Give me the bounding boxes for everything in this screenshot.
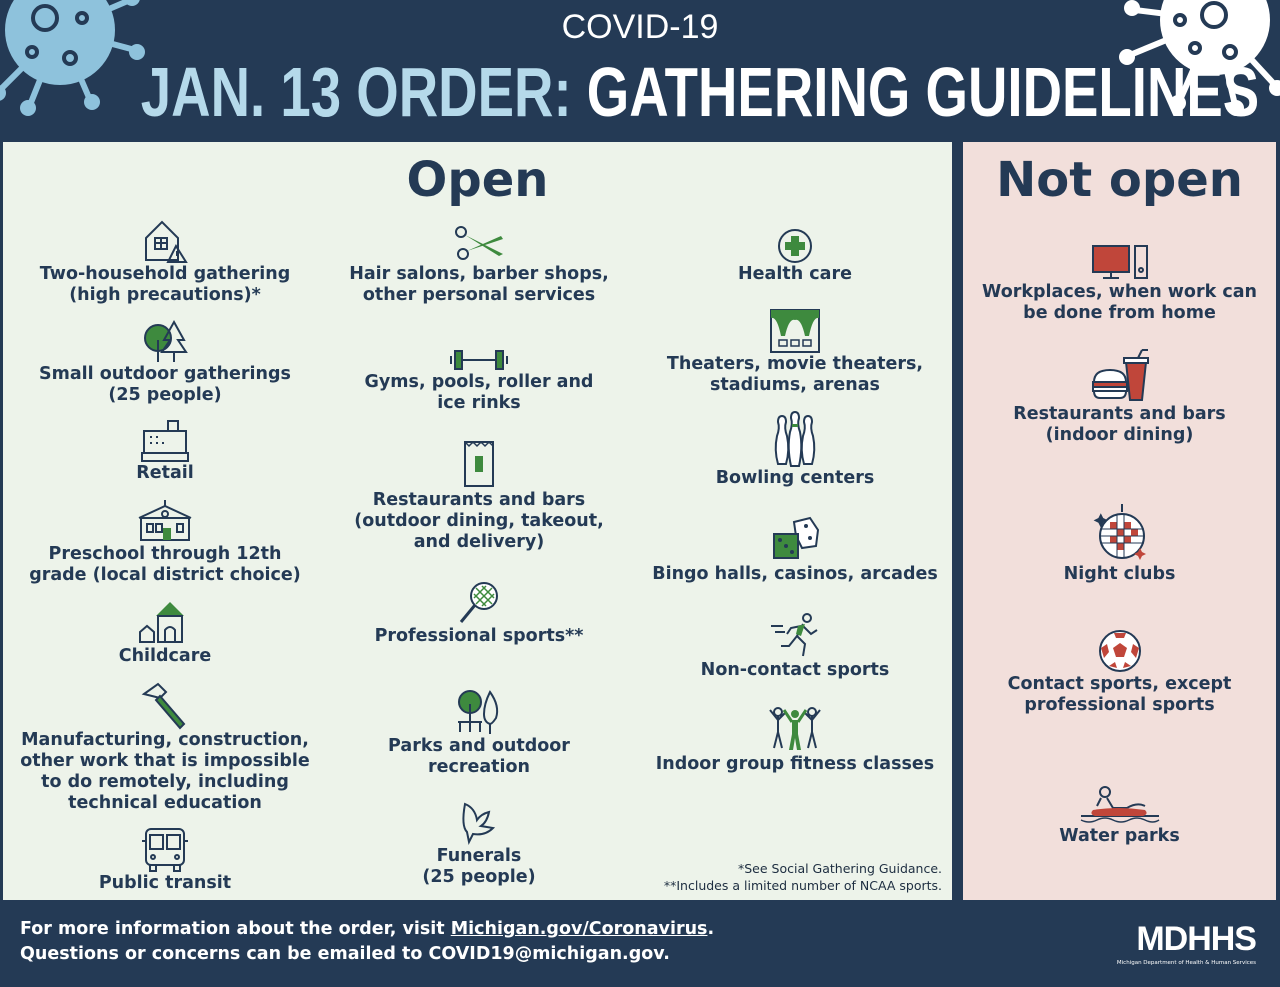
cash-register-icon xyxy=(140,417,190,463)
computer-icon xyxy=(1091,244,1149,282)
open-item-bowling xyxy=(645,410,945,489)
school-icon xyxy=(137,498,193,544)
open-item-label: Health care xyxy=(738,264,852,284)
footer xyxy=(0,900,1280,987)
dove-icon xyxy=(459,800,499,846)
open-item-label: Bingo halls, casinos, arcades xyxy=(652,564,938,584)
dumbbell-icon xyxy=(449,348,509,372)
open-item-parks xyxy=(329,688,629,778)
mdhhs-logo xyxy=(1106,920,1256,976)
open-item-theaters xyxy=(645,308,945,396)
open-item-preschool xyxy=(15,498,315,586)
not-open-item-workplaces xyxy=(963,244,1276,324)
open-item-label: Restaurants and bars (outdoor dining, takeout, and delivery) xyxy=(354,490,604,552)
takeout-bag-icon xyxy=(459,438,499,490)
footer-line-2: Questions or concerns can be emailed to COVID19@michigan.gov. xyxy=(20,944,670,964)
runner-icon xyxy=(769,612,821,660)
open-item-label: Childcare xyxy=(118,646,212,666)
coronavirus-link[interactable]: Michigan.gov/Coronavirus xyxy=(450,919,708,939)
not-open-item-label: Water parks xyxy=(1059,826,1180,846)
house-warning-icon xyxy=(140,216,190,264)
open-item-gyms xyxy=(329,348,629,414)
not-open-item-water-parks xyxy=(963,784,1276,847)
open-item-label: Small outdoor gatherings (25 people) xyxy=(39,364,291,405)
open-item-label: Indoor group fitness classes xyxy=(655,754,935,774)
open-item-label: Professional sports** xyxy=(374,626,584,646)
soccer-ball-icon xyxy=(1097,628,1143,674)
logo-text: MDHHS xyxy=(1136,920,1256,958)
open-item-childcare xyxy=(15,598,315,667)
trees-icon xyxy=(140,318,190,364)
not-open-panel xyxy=(963,142,1276,900)
footnote-ncaa: **Includes a limited number of NCAA sports. xyxy=(663,878,942,893)
header-title xyxy=(140,52,1260,132)
open-item-bingo xyxy=(645,516,945,585)
not-open-item-label: Contact sports, except professional sports xyxy=(1007,674,1232,715)
not-open-item-restaurants-indoor xyxy=(963,348,1276,446)
header xyxy=(0,0,1280,140)
dice-icon xyxy=(770,516,820,564)
open-item-label: Bowling centers xyxy=(715,468,875,488)
footer-info xyxy=(20,917,714,967)
open-item-retail xyxy=(15,417,315,484)
open-item-label: Preschool through 12th grade (local district choice) xyxy=(29,544,301,585)
footer-line-1-suffix: . xyxy=(707,919,715,939)
open-item-label: Manufacturing, construction, other work that is impossible to do remotely, including technical education xyxy=(20,730,310,813)
open-item-public-transit xyxy=(15,827,315,894)
bus-icon xyxy=(140,827,190,873)
water-slide-icon xyxy=(1079,784,1161,826)
open-item-two-household xyxy=(15,216,315,306)
open-item-label: Parks and outdoor recreation xyxy=(388,736,570,777)
medical-cross-icon xyxy=(776,228,814,264)
theater-icon xyxy=(769,308,821,354)
not-open-item-contact-sports xyxy=(963,628,1276,716)
not-open-item-label: Workplaces, when work can be done from home xyxy=(982,282,1257,323)
scissors-icon xyxy=(453,224,505,264)
park-icon xyxy=(452,688,506,736)
open-item-label: Theaters, movie theaters, stadiums, arenas xyxy=(666,354,924,395)
open-panel xyxy=(3,142,952,900)
not-open-item-label: Night clubs xyxy=(1063,564,1176,584)
open-item-funerals xyxy=(329,800,629,888)
header-subtitle: COVID-19 xyxy=(561,8,719,46)
header-title-date: JAN. 13 ORDER: xyxy=(140,53,587,131)
footer-line-1 xyxy=(20,917,714,942)
not-open-item-night-clubs xyxy=(963,504,1276,585)
open-item-restaurants-outdoor xyxy=(329,438,629,553)
open-item-label: Hair salons, barber shops, other personal services xyxy=(349,264,609,305)
hammer-icon xyxy=(140,682,190,730)
open-item-label: Public transit xyxy=(98,873,232,893)
open-heading: Open xyxy=(406,152,549,208)
open-item-label: Non-contact sports xyxy=(700,660,890,680)
open-item-label: Retail xyxy=(136,463,194,483)
footnotes xyxy=(664,860,942,894)
open-item-label: Two-household gathering (high precautions)* xyxy=(39,264,291,305)
tennis-racket-icon xyxy=(456,580,502,626)
disco-ball-icon xyxy=(1092,504,1148,564)
open-item-small-outdoor xyxy=(15,318,315,406)
open-item-non-contact xyxy=(645,612,945,681)
header-title-topic: GATHERING GUIDELINES xyxy=(586,53,1260,131)
open-item-fitness xyxy=(645,702,945,775)
not-open-item-label: Restaurants and bars (indoor dining) xyxy=(1013,404,1226,445)
logo-subtitle: Michigan Department of Health & Human Services xyxy=(1116,960,1256,966)
fitness-class-icon xyxy=(768,702,822,754)
playhouse-icon xyxy=(138,598,192,646)
open-item-health-care xyxy=(645,228,945,285)
footnote-social-gathering: *See Social Gathering Guidance. xyxy=(737,861,942,876)
burger-drink-icon xyxy=(1090,348,1150,404)
open-item-manufacturing xyxy=(15,682,315,814)
not-open-heading: Not open xyxy=(996,152,1243,208)
bowling-pins-icon xyxy=(772,410,818,468)
open-item-hair-salons xyxy=(329,224,629,306)
open-item-professional-sports xyxy=(329,580,629,647)
footer-line-1-prefix: For more information about the order, visit xyxy=(20,919,451,939)
open-item-label: Funerals (25 people) xyxy=(422,846,536,887)
open-item-label: Gyms, pools, roller and ice rinks xyxy=(364,372,594,413)
